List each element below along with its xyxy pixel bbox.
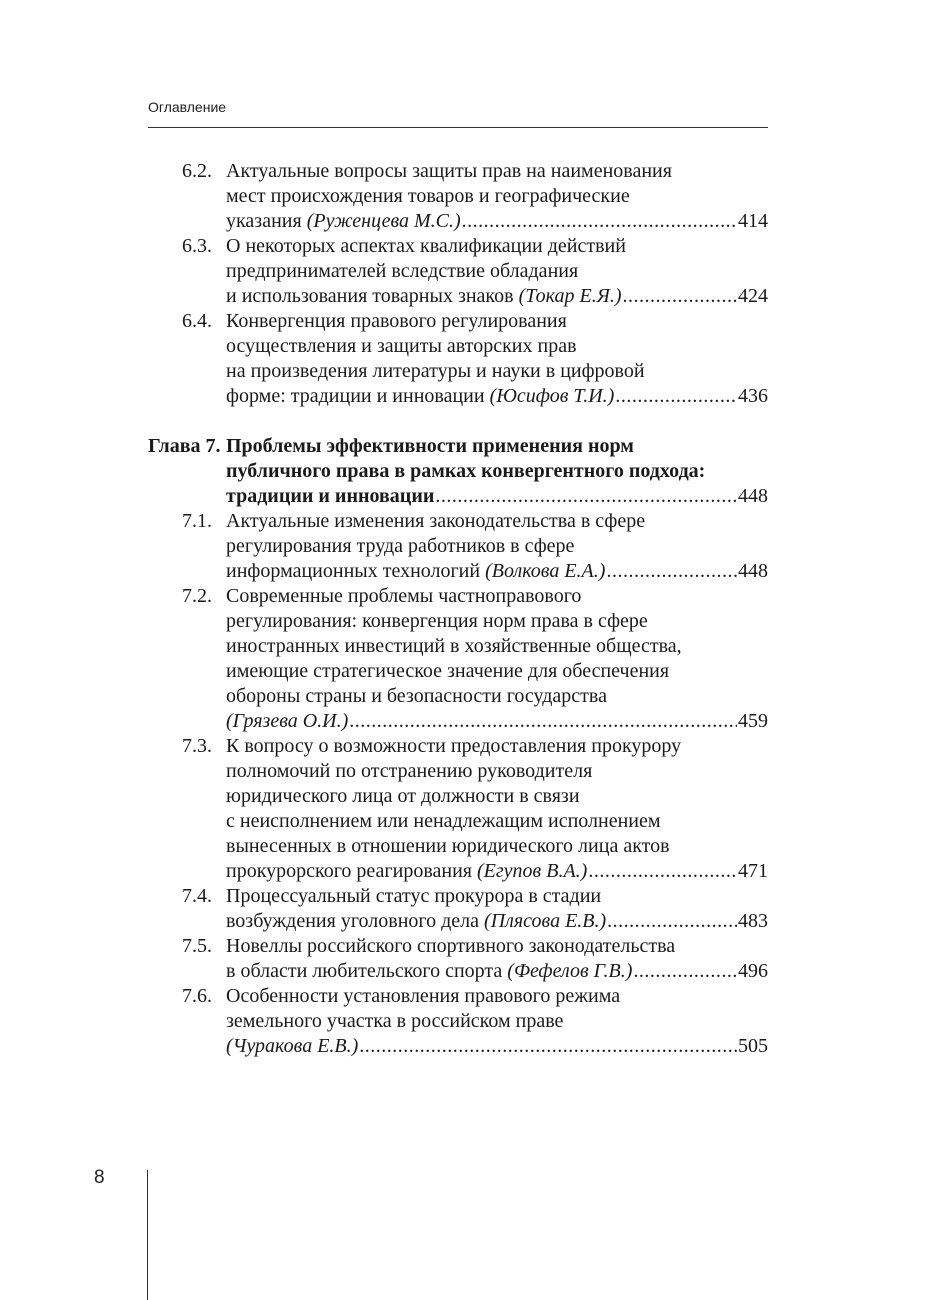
- entry-page-number: 424: [738, 285, 768, 307]
- entry-leader-line: [226, 284, 768, 309]
- entry-title-line: Особенности установления правового режима: [226, 985, 621, 1007]
- entry-author: (Фефелов Г.В.): [507, 960, 633, 982]
- entry-page-number: 414: [738, 210, 768, 232]
- entry-title-line: мест происхождения товаров и географические: [226, 185, 630, 207]
- page-number: 8: [94, 1167, 105, 1188]
- header-divider: [148, 127, 768, 128]
- chapter-title-line: Проблемы эффективности применения норм: [226, 435, 634, 457]
- toc-entry-7-3[interactable]: [148, 734, 768, 884]
- entry-title-line: Новеллы российского спортивного законодательства: [226, 935, 676, 957]
- entry-page-number: 459: [738, 710, 768, 732]
- dot-leader: [615, 384, 737, 409]
- toc-entry-7-1[interactable]: [148, 509, 768, 584]
- entry-title-line: вынесенных в отношении юридического лица актов: [226, 835, 670, 857]
- entry-title-line: К вопросу о возможности предоставления прокурору: [226, 735, 682, 757]
- margin-rule: [147, 1170, 148, 1300]
- entry-title-line: О некоторых аспектах квалификации действий: [226, 235, 626, 257]
- dot-leader: [606, 559, 737, 584]
- dot-leader: [633, 959, 737, 984]
- entry-leader-line: [226, 859, 768, 884]
- entry-title-line: информационных технологий: [226, 560, 486, 582]
- entry-title-line: Актуальные изменения законодательства в сфере: [226, 510, 646, 532]
- entry-author: (Егупов В.А.): [477, 860, 588, 882]
- entry-leader-line: [226, 209, 768, 234]
- chapter-title-line: публичного права в рамках конвергентного подхода:: [226, 460, 706, 482]
- chapter-title-line: традиции и инновации: [226, 485, 435, 507]
- entry-title-line: форме: традиции и инновации: [226, 385, 490, 407]
- entry-title-line: Процессуальный статус прокурора в стадии: [226, 885, 602, 907]
- entry-title-line: предпринимателей вследствие обладания: [226, 260, 579, 282]
- entry-author: (Грязева О.И.): [226, 710, 349, 732]
- entry-author: (Юсифов Т.И.): [489, 385, 615, 407]
- entry-author: (Волкова Е.А.): [485, 560, 606, 582]
- entry-author: (Токар Е.Я.): [518, 285, 622, 307]
- entry-number: 7.2.: [182, 585, 212, 607]
- entry-leader-line: [226, 1034, 768, 1059]
- entry-page-number: 505: [738, 1035, 768, 1057]
- entry-number: 7.1.: [182, 510, 212, 532]
- entry-leader-line: [226, 384, 768, 409]
- dot-leader: [462, 209, 737, 234]
- entry-title-line: возбуждения уголовного дела: [226, 910, 485, 932]
- entry-title-line: регулирования: конвергенция норм права в сфере: [226, 610, 648, 632]
- entry-title-line: регулирования труда работников в сфере: [226, 535, 575, 557]
- entry-title-line: с неисполнением или ненадлежащим исполнением: [226, 810, 661, 832]
- entry-title-line: имеющие стратегическое значение для обеспечения: [226, 660, 670, 682]
- entry-page-number: 471: [738, 860, 768, 882]
- entry-page-number: 496: [738, 960, 768, 982]
- entry-title-line: обороны страны и безопасности государства: [226, 685, 607, 707]
- entry-title-line: земельного участка в российском праве: [226, 1010, 564, 1032]
- chapter-page-number: 448: [738, 485, 768, 507]
- entry-title-line: прокурорского реагирования: [226, 860, 477, 882]
- entry-author: (Руженцева М.С.): [306, 210, 461, 232]
- entry-number: 6.4.: [182, 310, 212, 332]
- entry-leader-line: [226, 959, 768, 984]
- entry-number: 7.3.: [182, 735, 212, 757]
- entry-number: 6.2.: [182, 160, 212, 182]
- dot-leader: [588, 859, 737, 884]
- entry-title-line: в области любительского спорта: [226, 960, 508, 982]
- entry-author: (Чуракова Е.В.): [226, 1035, 359, 1057]
- entry-title-line: Конвергенция правового регулирования: [226, 310, 567, 332]
- dot-leader: [435, 484, 737, 509]
- entry-title-line: юридического лица от должности в связи: [226, 785, 580, 807]
- entry-title-line: Современные проблемы частноправового: [226, 585, 582, 607]
- entry-number: 6.3.: [182, 235, 212, 257]
- entry-title-line: на произведения литературы и науки в цифровой: [226, 360, 645, 382]
- entry-page-number: 483: [738, 910, 768, 932]
- running-header: Оглавление: [148, 99, 227, 115]
- entry-number: 7.5.: [182, 935, 212, 957]
- entry-number: 7.6.: [182, 985, 212, 1007]
- dot-leader: [359, 1034, 737, 1059]
- toc-entry-7-6[interactable]: [148, 984, 768, 1059]
- toc-entry-7-2[interactable]: [148, 584, 768, 734]
- entry-leader-line: [226, 559, 768, 584]
- dot-leader: [623, 284, 737, 309]
- table-of-contents: [148, 159, 768, 1059]
- entry-leader-line: [226, 909, 768, 934]
- toc-entry-6-4[interactable]: [148, 309, 768, 409]
- dot-leader: [607, 909, 737, 934]
- entry-title-line: осуществления и защиты авторских прав: [226, 335, 577, 357]
- toc-entry-6-3[interactable]: [148, 234, 768, 309]
- entry-title-line: иностранных инвестиций в хозяйственные общества,: [226, 635, 682, 657]
- toc-entry-6-2[interactable]: [148, 159, 768, 234]
- toc-entry-7-4[interactable]: [148, 884, 768, 934]
- entry-page-number: 436: [738, 385, 768, 407]
- entry-title-line: полномочий по отстранению руководителя: [226, 760, 593, 782]
- entry-page-number: 448: [738, 560, 768, 582]
- dot-leader: [349, 709, 737, 734]
- toc-entry-7-5[interactable]: [148, 934, 768, 984]
- entry-leader-line: [226, 709, 768, 734]
- chapter-leader-line: [226, 484, 768, 509]
- entry-title-line: Актуальные вопросы защиты прав на наименования: [226, 160, 672, 182]
- toc-chapter-7[interactable]: [148, 434, 768, 509]
- entry-title-line: указания: [226, 210, 307, 232]
- entry-author: (Плясова Е.В.): [484, 910, 607, 932]
- entry-number: 7.4.: [182, 885, 212, 907]
- entry-title-line: и использования товарных знаков: [226, 285, 519, 307]
- chapter-number: Глава 7.: [148, 435, 221, 457]
